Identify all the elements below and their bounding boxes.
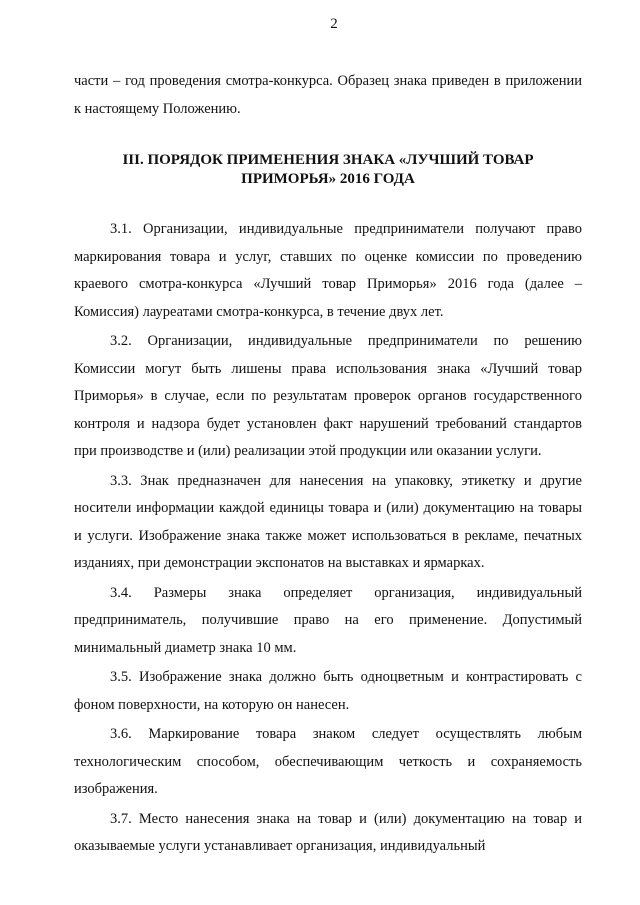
paragraph-3-1: 3.1. Организации, индивидуальные предприниматели получают право маркирования товара и услуг, ставших по оценке комиссии по проведению краевого смотра-конкурса «Лучший товар Приморья» 2016 года (далее – Комиссия) лауреатами смотра-конкурса, в течение двух лет.	[74, 221, 582, 320]
page-number: 2	[330, 16, 338, 32]
section-title: III. ПОРЯДОК ПРИМЕНЕНИЯ ЗНАКА «ЛУЧШИЙ ТОВАР ПРИМОРЬЯ» 2016 ГОДА	[122, 152, 534, 187]
paragraph-3-3: 3.3. Знак предназначен для нанесения на упаковку, этикетку и другие носители информации каждой единицы товара и (или) документацию на товары и услуги. Изображение знака также может использоваться в рекламе, печатных изданиях, при демонстрации экспонатов на выставках и ярмарках.	[74, 472, 582, 571]
intro-paragraph: части – год проведения смотра-конкурса. Образец знака приведен в приложении к настоящему Положению.	[74, 73, 582, 117]
paragraph-3-5: 3.5. Изображение знака должно быть одноцветным и контрастировать с фоном поверхности, на которую он нанесен.	[74, 669, 582, 713]
paragraph-3-6: 3.6. Маркирование товара знаком следует осуществлять любым технологическим способом, обеспечивающим четкость и сохраняемость изображения.	[74, 726, 582, 797]
paragraph-3-7: 3.7. Место нанесения знака на товар и (или) документацию на товар и оказываемые услуги устанавливает организация, индивидуальный	[74, 810, 582, 854]
paragraph-3-2: 3.2. Организации, индивидуальные предприниматели по решению Комиссии могут быть лишены права использования знака «Лучший товар Приморья» в случае, если по результатам проверок органов государственного контроля и надзора будет установлен факт нарушений требований стандартов при производстве и (или) реализации этой продукции или оказании услуги.	[74, 333, 582, 459]
paragraph-3-4: 3.4. Размеры знака определяет организация, индивидуальный предприниматель, получившие право на его применение. Допустимый минимальный диаметр знака 10 мм.	[74, 584, 582, 656]
